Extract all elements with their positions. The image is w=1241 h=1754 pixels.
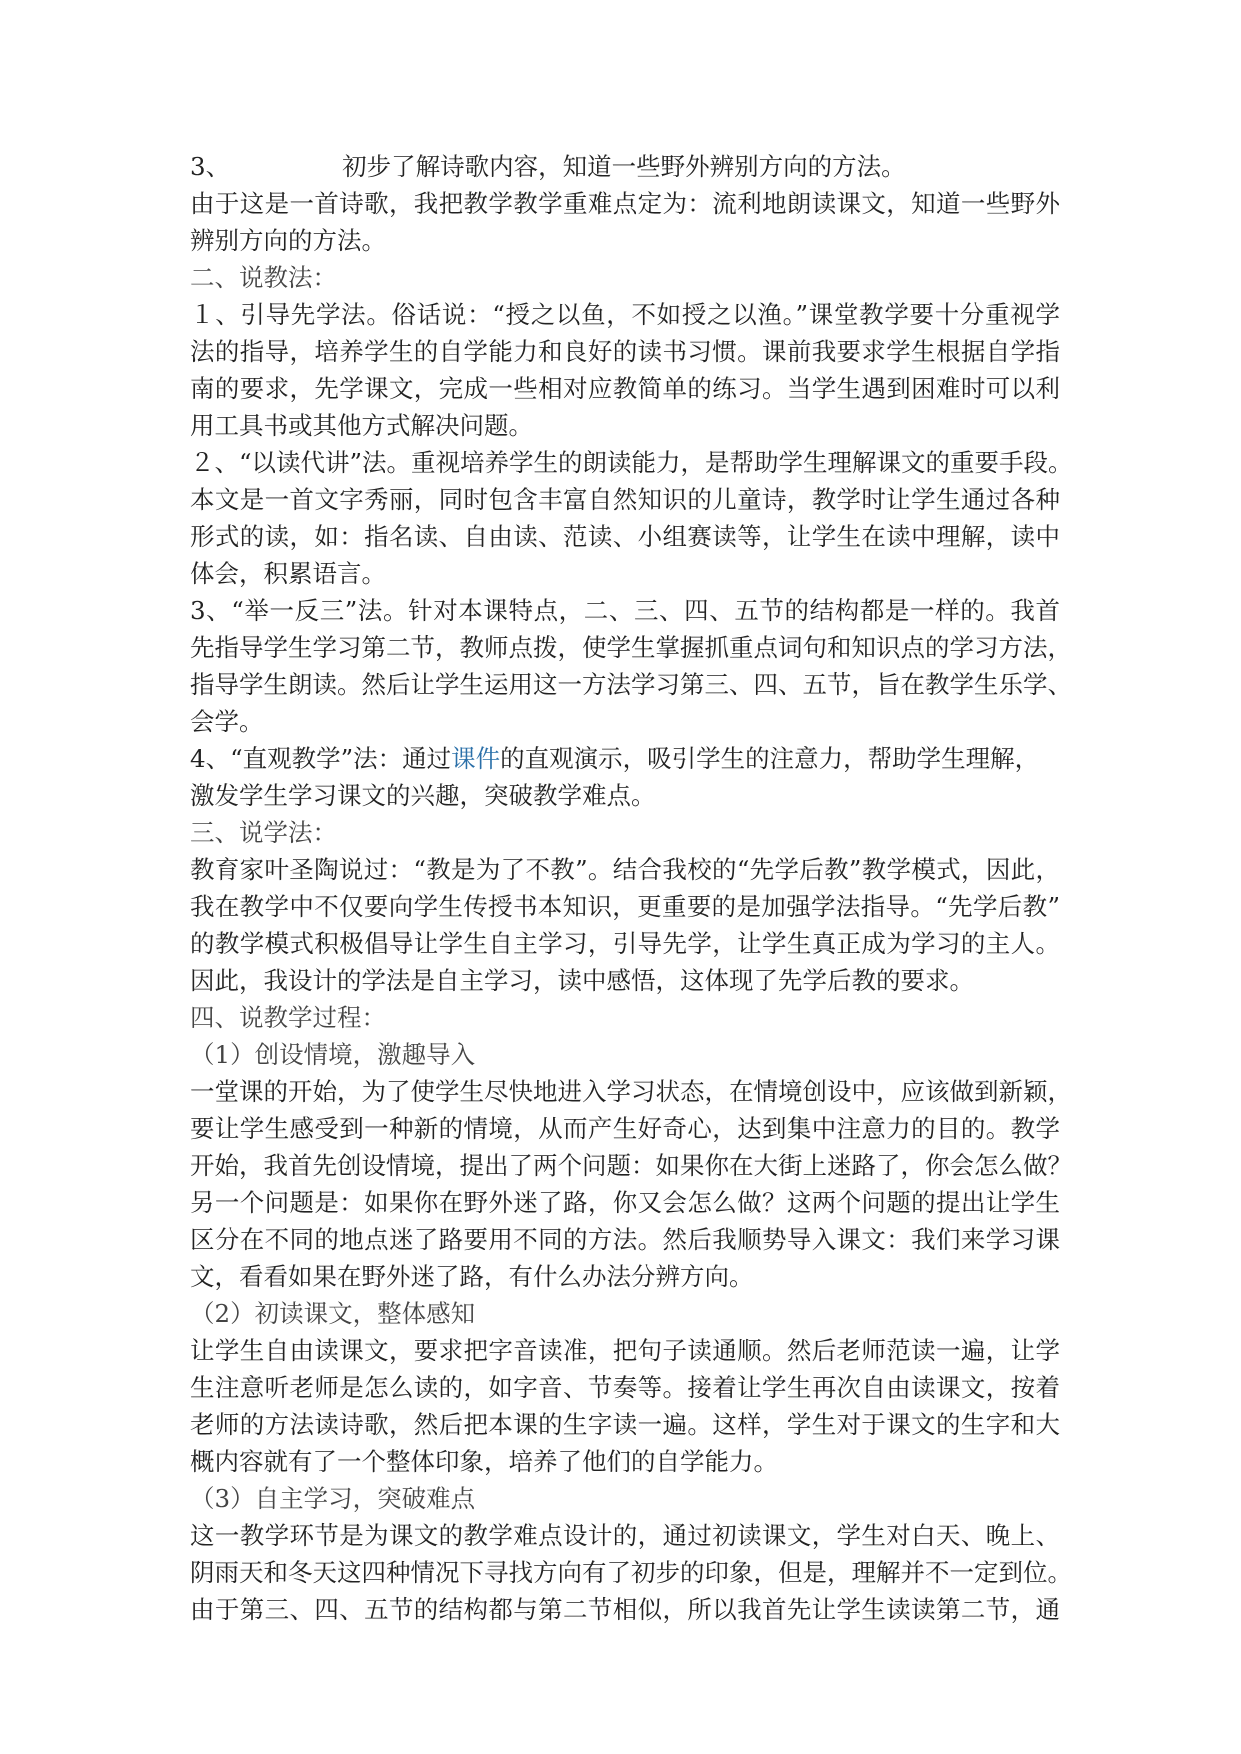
step-2-heading: （2）初读课文，整体感知 (190, 1299, 476, 1328)
text-line: 要让学生感受到一种新的情境，从而产生好奇心，达到集中注意力的目的。教学 (190, 1114, 1060, 1143)
section-heading-learning-methods: 三、说学法： (190, 818, 337, 847)
text-line: 阴雨天和冬天这四种情况下寻找方向有了初步的印象，但是，理解并不一定到位。 (190, 1558, 1072, 1587)
text-line: 形式的读，如：指名读、自由读、范读、小组赛读等，让学生在读中理解，读中 (190, 522, 1060, 551)
method-4-text-start: 4、“直观教学”法：通过 (190, 744, 452, 773)
text-line: １、引导先学法。俗话说：“授之以鱼，不如授之以渔。”课堂教学要十分重视学 (190, 300, 1060, 329)
step-1-heading: （1）创设情境，激趣导入 (190, 1040, 476, 1069)
courseware-link[interactable]: 课件 (451, 744, 501, 773)
step-3-heading: （3）自主学习，突破难点 (190, 1484, 476, 1513)
text-line: 3、“举一反三”法。针对本课特点，二、三、四、五节的结构都是一样的。我首 (190, 596, 1060, 625)
method-1-paragraph (190, 296, 1060, 444)
text-line: 老师的方法读诗歌，然后把本课的生字读一遍。这样，学生对于课文的生字和大 (190, 1410, 1060, 1439)
text-line: 生注意听老师是怎么读的，如字音、节奏等。接着让学生再次自由读课文，按着 (190, 1373, 1060, 1402)
text-line: 由于第三、四、五节的结构都与第二节相似，所以我首先让学生读读第二节，通 (190, 1595, 1060, 1624)
step-3-paragraph (190, 1517, 1072, 1628)
text-line: 文，看看如果在野外迷了路，有什么办法分辨方向。 (190, 1262, 754, 1291)
text-line (190, 740, 1060, 777)
text-line: 南的要求，先学课文，完成一些相对应教简单的练习。当学生遇到困难时可以利 (190, 374, 1060, 403)
text-line: 用工具书或其他方式解决问题。 (190, 411, 533, 440)
text-line: ２、“以读代讲”法。重视培养学生的朗读能力，是帮助学生理解课文的重要手段。 (190, 448, 1073, 477)
method-4-text-end: 的直观演示，吸引学生的注意力，帮助学生理解， (500, 744, 1040, 773)
difficulty-paragraph (190, 185, 1060, 259)
step-2-paragraph (190, 1332, 1060, 1480)
section-heading-teaching-process: 四、说教学过程： (190, 1003, 386, 1032)
objective-3-number: 3、 (190, 152, 231, 181)
document-page (190, 148, 1073, 1628)
method-2-paragraph (190, 444, 1073, 592)
text-line: 由于这是一首诗歌，我把教学教学重难点定为：流利地朗读课文，知道一些野外 (190, 189, 1060, 218)
text-line: 指导学生朗读。然后让学生运用这一方法学习第三、四、五节，旨在教学生乐学、 (190, 670, 1072, 699)
text-line: 我在教学中不仅要向学生传授书本知识，更重要的是加强学法指导。“先学后教” (190, 892, 1060, 921)
text-line: 另一个问题是：如果你在野外迷了路，你又会怎么做？这两个问题的提出让学生 (190, 1188, 1060, 1217)
method-3-paragraph (190, 592, 1072, 740)
text-line: 区分在不同的地点迷了路要用不同的方法。然后我顺势导入课文：我们来学习课 (190, 1225, 1060, 1254)
text-line: 辨别方向的方法。 (190, 226, 386, 255)
text-line: 体会，积累语言。 (190, 559, 386, 588)
text-line: 开始，我首先创设情境，提出了两个问题：如果你在大街上迷路了，你会怎么做？ (190, 1151, 1072, 1180)
text-line: 激发学生学习课文的兴趣，突破教学难点。 (190, 781, 656, 810)
text-line: 教育家叶圣陶说过：“教是为了不教”。结合我校的“先学后教”教学模式，因此， (190, 855, 1060, 884)
objective-3-text: 初步了解诗歌内容，知道一些野外辨别方向的方法。 (342, 152, 906, 181)
text-line: 一堂课的开始，为了使学生尽快地进入学习状态，在情境创设中，应该做到新颖， (190, 1077, 1072, 1106)
text-line: 这一教学环节是为课文的教学难点设计的，通过初读课文，学生对白天、晚上、 (190, 1521, 1060, 1550)
study-paragraph (190, 851, 1060, 999)
text-line: 先指导学生学习第二节，教师点拨，使学生掌握抓重点词句和知识点的学习方法， (190, 633, 1072, 662)
text-line: 让学生自由读课文，要求把字音读准，把句子读通顺。然后老师范读一遍，让学 (190, 1336, 1060, 1365)
text-line: 会学。 (190, 707, 264, 736)
text-line: 法的指导，培养学生的自学能力和良好的读书习惯。课前我要求学生根据自学指 (190, 337, 1060, 366)
text-line: 本文是一首文字秀丽，同时包含丰富自然知识的儿童诗，教学时让学生通过各种 (190, 485, 1060, 514)
text-line: 的教学模式积极倡导让学生自主学习，引导先学，让学生真正成为学习的主人。 (190, 929, 1060, 958)
text-line: 概内容就有了一个整体印象，培养了他们的自学能力。 (190, 1447, 778, 1476)
method-4-paragraph (190, 740, 1060, 814)
objective-3 (190, 148, 1060, 185)
section-heading-teaching-methods: 二、说教法： (190, 263, 337, 292)
text-line: 因此，我设计的学法是自主学习，读中感悟，这体现了先学后教的要求。 (190, 966, 974, 995)
step-1-paragraph (190, 1073, 1072, 1295)
